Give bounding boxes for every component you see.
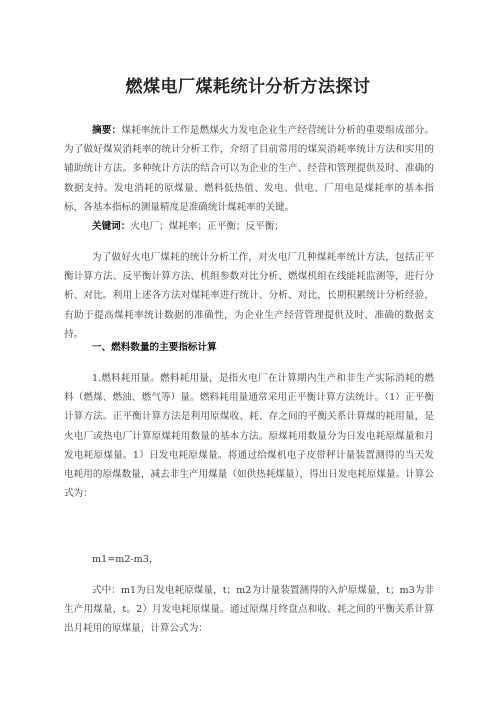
abstract-paragraph bbox=[64, 121, 434, 217]
keywords-text: 火电厂；煤耗率；正平衡；反平衡； bbox=[130, 221, 284, 232]
section-paragraph-1: 1.燃料耗用量。燃料耗用量，是指火电厂在计算期内生产和非生产实际消耗的燃料（燃煤、燃油、燃气等）量。燃料耗用量通常采用正平衡计算方法统计。（1）正平衡计算方法。正平衡计算方法是利用原煤收、耗、存之间的平衡关系计算煤的耗用量，是火电厂或热电厂计算原煤耗用数量的基本方法。原煤耗用数量分为日发电耗原煤量和月发电耗原煤量。1）日发电耗原煤量。将通过给煤机电子皮带秤计量装置测得的当天发电耗用的原煤数量，减去非生产用煤量（如供热耗煤量），得出日发电耗原煤量。计算公式为： bbox=[64, 373, 434, 500]
section-paragraph-2: 式中：m1为日发电耗原煤量，t；m2为计量装置测得的入炉原煤量，t；m3为非生产用煤量，t。2）月发电耗原煤量。通过原煤月终盘点和收、耗之间的平衡关系计算出月耗用的原煤量，计算公式为： bbox=[64, 585, 434, 635]
keywords-paragraph bbox=[64, 217, 434, 236]
abstract-label: 摘要： bbox=[92, 125, 122, 136]
section-heading: 一、燃料数量的主要指标计算 bbox=[92, 342, 217, 353]
keywords-label: 关键词： bbox=[92, 221, 131, 232]
intro-paragraph: 为了做好火电厂煤耗的统计分析工作，对火电厂几种煤耗率统计方法，包括正平衡计算方法、反平衡计算方法、机组参数对比分析、燃煤机组在线能耗监测等，进行分析、对比。利用上述各方法对煤耗率进行统计、分析、对比，长期积累统计分析经验，有助于提高煤耗率统计数据的准确性，为企业生产经营管理提供及时、准确的数据支持。 bbox=[64, 252, 434, 340]
document-title: 燃煤电厂煤耗统计分析方法探讨 bbox=[125, 77, 371, 97]
abstract-text: 煤耗率统计工作是燃煤火力发电企业生产经营统计分析的重要组成部分。为了做好煤炭消耗率的统计分析工作，介绍了目前常用的煤炭消耗率统计方法和实用的辅助统计方法。多种统计方法的结合可以为企业的生产、经营和管理提供及时、准确的数据支持。发电消耗的原煤量、燃料低热值、发电、供电、厂用电是煤耗率的基本指标，各基本指标的测量精度是准确统计煤耗率的关键。 bbox=[64, 125, 435, 213]
formula: m1=m2-m3， bbox=[92, 554, 159, 565]
